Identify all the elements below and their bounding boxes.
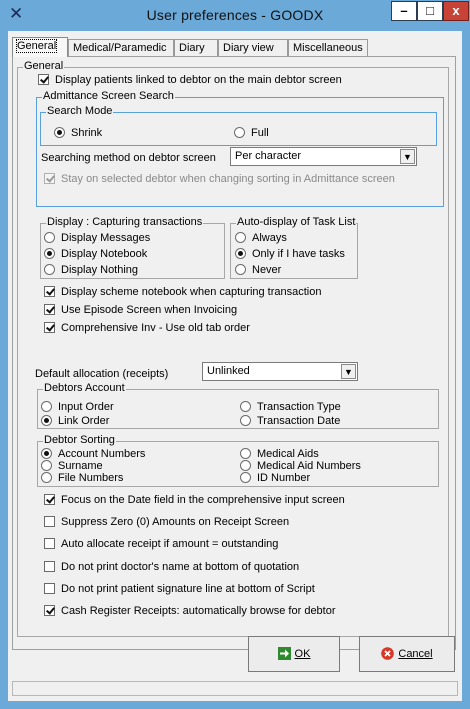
default-allocation-select[interactable]: Unlinked ▼ xyxy=(202,362,358,381)
radio-circle[interactable] xyxy=(240,401,251,412)
admittance-search-label: Admittance Screen Search xyxy=(43,90,174,102)
focus-date-field-checkbox[interactable]: Focus on the Date field in the comprehensive input screen xyxy=(44,493,345,507)
display-patients-linked-checkbox[interactable]: Display patients linked to debtor on the main debtor screen xyxy=(38,73,342,87)
display-nothing-radio[interactable]: Display Nothing xyxy=(44,263,138,277)
checkbox-box[interactable] xyxy=(44,494,55,505)
checkbox-box[interactable] xyxy=(38,74,49,85)
title-bar[interactable] xyxy=(0,0,470,31)
close-button[interactable]: x xyxy=(443,1,469,21)
radio-circle[interactable] xyxy=(44,248,55,259)
sort-account-numbers-radio[interactable]: Account Numbers xyxy=(41,447,145,461)
maximize-button[interactable]: □ xyxy=(417,1,443,21)
general-tab-panel xyxy=(12,56,456,650)
stay-on-selected-checkbox[interactable]: Stay on selected debtor when changing sorting in Admittance screen xyxy=(44,172,395,186)
minimize-button[interactable]: – xyxy=(391,1,417,21)
cancel-icon xyxy=(381,647,394,660)
display-capturing-label: Display : Capturing transactions xyxy=(47,216,203,228)
tab-miscellaneous[interactable]: Miscellaneous xyxy=(288,39,368,56)
radio-circle[interactable] xyxy=(41,415,52,426)
radio-circle[interactable] xyxy=(44,232,55,243)
search-mode-full-radio[interactable]: Full xyxy=(234,126,269,140)
comprehensive-inv-old-tab-checkbox[interactable]: Comprehensive Inv - Use old tab order xyxy=(44,321,250,335)
sort-id-number-radio[interactable]: ID Number xyxy=(240,471,310,485)
checkbox-box[interactable] xyxy=(44,605,55,616)
general-group-label: General xyxy=(24,60,64,72)
radio-circle[interactable] xyxy=(41,460,52,471)
use-episode-screen-checkbox[interactable]: Use Episode Screen when Invoicing xyxy=(44,303,237,317)
task-list-always-radio[interactable]: Always xyxy=(235,231,287,245)
goodx-app-icon: ✕ xyxy=(9,4,24,23)
task-list-never-radio[interactable]: Never xyxy=(235,263,281,277)
ok-button[interactable]: OK xyxy=(248,636,340,672)
sort-medical-aids-radio[interactable]: Medical Aids xyxy=(240,447,319,461)
radio-circle[interactable] xyxy=(235,232,246,243)
debtors-input-order-radio[interactable]: Input Order xyxy=(41,400,114,414)
debtors-transaction-date-radio[interactable]: Transaction Date xyxy=(240,414,340,428)
tab-diary[interactable]: Diary xyxy=(174,39,218,56)
checkbox-box[interactable] xyxy=(44,286,55,297)
tab-general[interactable]: General xyxy=(12,37,68,57)
chevron-down-icon[interactable]: ▼ xyxy=(341,364,356,379)
sort-medical-aid-numbers-radio[interactable]: Medical Aid Numbers xyxy=(240,459,361,473)
radio-circle[interactable] xyxy=(54,127,65,138)
checkbox-box[interactable] xyxy=(44,583,55,594)
searching-method-select[interactable]: Per character ▼ xyxy=(230,147,417,166)
task-list-label: Auto-display of Task List xyxy=(237,216,356,228)
task-list-only-if-tasks-radio[interactable]: Only if I have tasks xyxy=(235,247,345,261)
cash-register-browse-checkbox[interactable]: Cash Register Receipts: automatically browse for debtor xyxy=(44,604,336,618)
display-scheme-notebook-checkbox[interactable]: Display scheme notebook when capturing transaction xyxy=(44,285,321,299)
suppress-zero-amounts-checkbox[interactable]: Suppress Zero (0) Amounts on Receipt Screen xyxy=(44,515,289,529)
radio-circle[interactable] xyxy=(240,415,251,426)
cancel-button[interactable]: Cancel xyxy=(359,636,455,672)
tab-diary-view[interactable]: Diary view xyxy=(218,39,288,56)
auto-allocate-receipt-checkbox[interactable]: Auto allocate receipt if amount = outstanding xyxy=(44,537,278,551)
tab-medical-paramedic[interactable]: Medical/Paramedic xyxy=(68,39,174,56)
display-messages-radio[interactable]: Display Messages xyxy=(44,231,150,245)
search-mode-label: Search Mode xyxy=(47,105,113,117)
radio-circle[interactable] xyxy=(41,401,52,412)
arrow-right-icon xyxy=(278,647,291,660)
radio-circle[interactable] xyxy=(240,448,251,459)
radio-circle[interactable] xyxy=(240,472,251,483)
radio-circle[interactable] xyxy=(235,248,246,259)
sort-surname-radio[interactable]: Surname xyxy=(41,459,103,473)
checkbox-box[interactable] xyxy=(44,322,55,333)
chevron-down-icon[interactable]: ▼ xyxy=(400,149,415,164)
checkbox-box[interactable] xyxy=(44,561,55,572)
search-mode-shrink-radio[interactable]: Shrink xyxy=(54,126,102,140)
checkbox-box[interactable] xyxy=(44,173,55,184)
window-title: User preferences - GOODX xyxy=(146,7,324,23)
checkbox-box[interactable] xyxy=(44,538,55,549)
radio-circle[interactable] xyxy=(44,264,55,275)
no-signature-line-script-checkbox[interactable]: Do not print patient signature line at bottom of Script xyxy=(44,582,315,596)
searching-method-label: Searching method on debtor screen xyxy=(41,152,216,164)
radio-circle[interactable] xyxy=(240,460,251,471)
no-doctor-name-quotation-checkbox[interactable]: Do not print doctor's name at bottom of quotation xyxy=(44,560,299,574)
checkbox-box[interactable] xyxy=(44,516,55,527)
debtors-account-label: Debtors Account xyxy=(44,382,125,394)
status-bar xyxy=(12,681,458,696)
default-allocation-label: Default allocation (receipts) xyxy=(35,368,169,380)
radio-circle[interactable] xyxy=(234,127,245,138)
display-notebook-radio[interactable]: Display Notebook xyxy=(44,247,147,261)
debtor-sorting-label: Debtor Sorting xyxy=(44,434,115,446)
debtors-link-order-radio[interactable]: Link Order xyxy=(41,414,109,428)
checkbox-box[interactable] xyxy=(44,304,55,315)
radio-circle[interactable] xyxy=(41,472,52,483)
debtors-transaction-type-radio[interactable]: Transaction Type xyxy=(240,400,341,414)
radio-circle[interactable] xyxy=(41,448,52,459)
sort-file-numbers-radio[interactable]: File Numbers xyxy=(41,471,123,485)
dialog-client-area xyxy=(8,31,462,701)
radio-circle[interactable] xyxy=(235,264,246,275)
